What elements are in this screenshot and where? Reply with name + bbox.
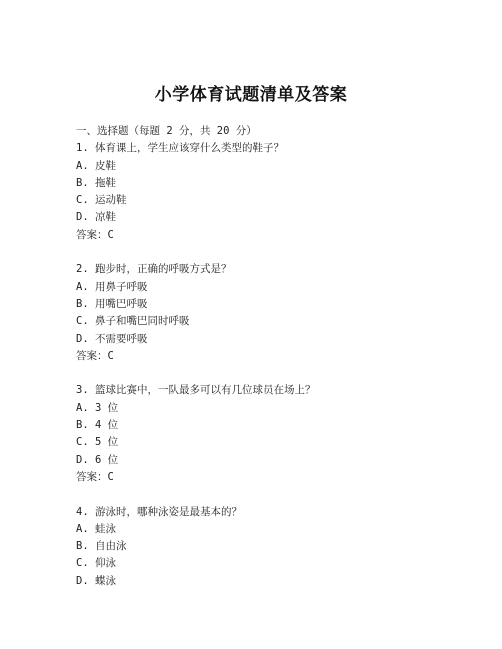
document-body xyxy=(76,123,476,590)
answer-option: C. 仰泳 xyxy=(76,557,116,570)
answer-option: C. 鼻子和嘴巴同时呼吸 xyxy=(76,315,190,328)
spacer xyxy=(76,244,476,261)
answer-option: D. 不需要呼吸 xyxy=(76,332,148,345)
answer-key: 答案：C xyxy=(76,470,114,483)
section-heading: 一、选择题（每题 2 分，共 20 分） xyxy=(76,125,257,137)
question-text: 4. 游泳时，哪种泳姿是最基本的？ xyxy=(76,505,242,518)
answer-option: B. 用嘴巴呼吸 xyxy=(76,297,148,310)
question-text: 2. 跑步时，正确的呼吸方式是？ xyxy=(76,263,232,276)
answer-option: C. 5 位 xyxy=(76,436,119,449)
document-title: 小学体育试题清单及答案 xyxy=(154,85,348,105)
spacer xyxy=(76,365,476,382)
answer-key: 答案：C xyxy=(76,349,114,362)
answer-option: A. 蛙泳 xyxy=(76,522,116,535)
answer-option: A. 用鼻子呼吸 xyxy=(76,280,148,293)
answer-option: A. 3 位 xyxy=(76,401,119,414)
question-text: 1. 体育课上，学生应该穿什么类型的鞋子？ xyxy=(76,142,284,155)
answer-option: D. 6 位 xyxy=(76,453,119,466)
answer-key: 答案：C xyxy=(76,228,114,241)
answer-option: B. 4 位 xyxy=(76,419,119,432)
answer-option: B. 自由泳 xyxy=(76,540,127,553)
question-block xyxy=(76,140,476,244)
question-block xyxy=(76,382,476,486)
answer-option: B. 拖鞋 xyxy=(76,176,116,189)
question-text: 3. 篮球比赛中，一队最多可以有几位球员在场上？ xyxy=(76,384,316,397)
question-block xyxy=(76,261,476,365)
spacer xyxy=(76,486,476,503)
answer-option: C. 运动鞋 xyxy=(76,194,127,207)
answer-option: D. 蝶泳 xyxy=(76,574,116,587)
answer-option: D. 凉鞋 xyxy=(76,211,116,224)
question-block xyxy=(76,504,476,590)
answer-option: A. 皮鞋 xyxy=(76,159,116,172)
